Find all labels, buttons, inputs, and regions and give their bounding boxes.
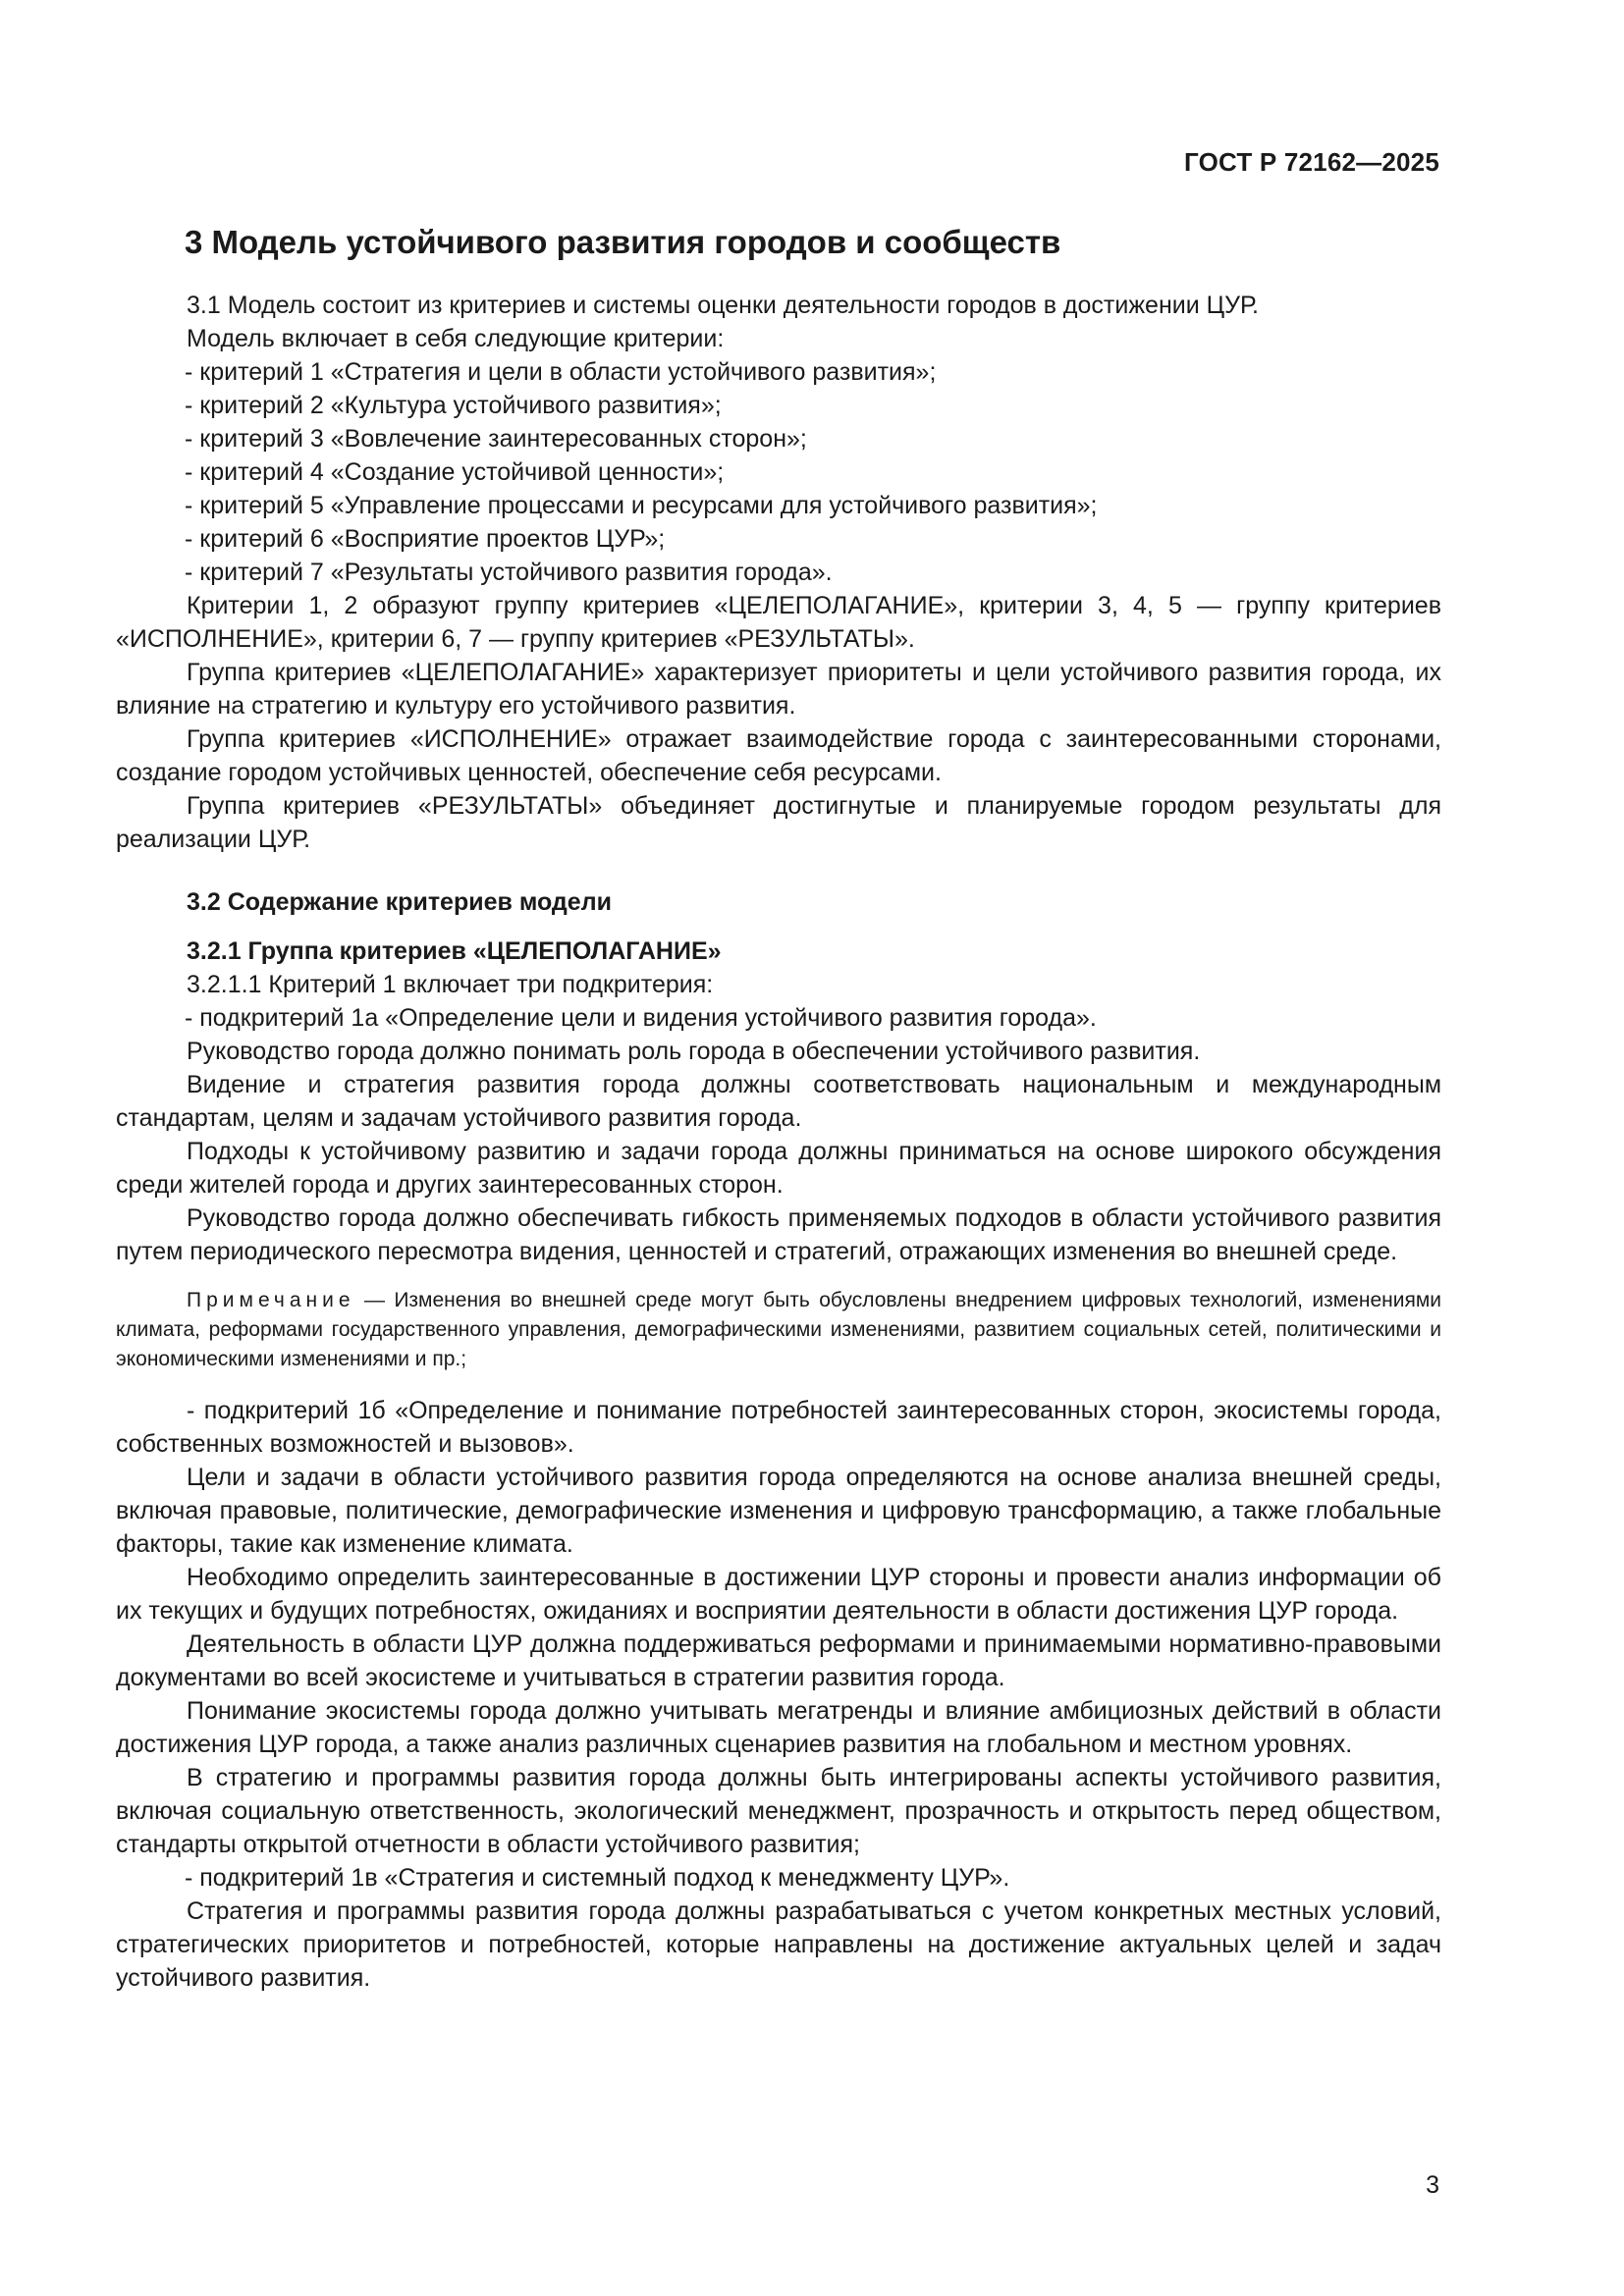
paragraph-approaches: Подходы к устойчивому развитию и задачи города должны приниматься на основе широкого обсуждения среди жителей города и других заинтересованных сторон. (116, 1138, 1441, 1199)
subsection-title-3-2-1: 3.2.1 Группа критериев «ЦЕЛЕПОЛАГАНИЕ» (187, 937, 722, 965)
paragraph-activity: Деятельность в области ЦУР должна поддерживаться реформами и принимаемыми нормативно-правовыми документами во всей экосистеме и учитываться в стратегии развития города. (116, 1630, 1441, 1691)
list-item: - критерий 6 «Восприятие проектов ЦУР»; (185, 525, 666, 553)
paragraph-stakeholders: Необходимо определить заинтересованные в достижении ЦУР стороны и провести анализ информации об их текущих и будущих потребностях, ожиданиях и восприятии деятельности в области достижения ЦУР города. (116, 1564, 1441, 1625)
list-item: - критерий 2 «Культура устойчивого развития»; (185, 392, 722, 419)
paragraph-group-results: Группа критериев «РЕЗУЛЬТАТЫ» объединяет достигнутые и планируемые городом результаты для реализации ЦУР. (116, 792, 1441, 853)
note-text: — Изменения во внешней среде могут быть обусловлены внедрением цифровых технологий, изменениями климата, реформами государственного управления, демографическими изменениями, развитием социальных сетей, политическими и экономическими изменениями и пр.; (116, 1289, 1442, 1370)
paragraph-groups: Критерии 1, 2 образуют группу критериев «ЦЕЛЕПОЛАГАНИЕ», критерии 3, 4, 5 — группу критериев «ИСПОЛНЕНИЕ», критерии 6, 7 — группу критериев «РЕЗУЛЬТАТЫ». (116, 592, 1441, 653)
note-label: Примечание (187, 1289, 355, 1311)
list-item: - критерий 5 «Управление процессами и ресурсами для устойчивого развития»; (185, 492, 1098, 519)
page-content (116, 224, 1441, 1995)
paragraph-vision: Видение и стратегия развития города должны соответствовать национальным и международным стандартам, целям и задачам устойчивого развития города. (116, 1071, 1441, 1132)
page-number: 3 (1426, 2171, 1439, 2199)
list-item: - критерий 1 «Стратегия и цели в области устойчивого развития»; (185, 358, 937, 386)
subcriterion-1b: - подкритерий 1б «Определение и понимание потребностей заинтересованных сторон, экосистемы города, собственных возможностей и вызовов». (116, 1397, 1441, 1458)
paragraph-model-includes: Модель включает в себя следующие критерии: (187, 325, 725, 352)
paragraph-integrate: В стратегию и программы развития города должны быть интегрированы аспекты устойчивого развития, включая социальную ответственность, экологический менеджмент, прозрачность и открытость перед обществом, стандарты открытой отчетности в области устойчивого развития; (116, 1764, 1441, 1858)
paragraph-ecosystem: Понимание экосистемы города должно учитывать мегатренды и влияние амбициозных действий в области достижения ЦУР города, а также анализ различных сценариев развития на глобальном и местном уровнях. (116, 1697, 1441, 1758)
paragraph-group-execution: Группа критериев «ИСПОЛНЕНИЕ» отражает взаимодействие города с заинтересованными сторонами, создание городом устойчивых ценностей, обеспечение себя ресурсами. (116, 725, 1441, 786)
list-item: - критерий 7 «Результаты устойчивого развития города». (185, 559, 833, 586)
subcriterion-1v: - подкритерий 1в «Стратегия и системный подход к менеджменту ЦУР». (185, 1864, 1010, 1892)
list-item: - критерий 3 «Вовлечение заинтересованных сторон»; (185, 425, 807, 453)
paragraph-group-goal: Группа критериев «ЦЕЛЕПОЛАГАНИЕ» характеризует приоритеты и цели устойчивого развития города, их влияние на стратегию и культуру его устойчивого развития. (116, 659, 1441, 720)
paragraph-goals: Цели и задачи в области устойчивого развития города определяются на основе анализа внешней среды, включая правовые, политические, демографические изменения и цифровую трансформацию, а также глобальные факторы, такие как изменение климата. (116, 1464, 1441, 1558)
criteria-list (116, 355, 1441, 589)
paragraph-flexibility: Руководство города должно обеспечивать гибкость применяемых подходов в области устойчивого развития путем периодического пересмотра видения, ценностей и стратегий, отражающих изменения во внешней среде. (116, 1204, 1441, 1265)
subsection-title-3-2: 3.2 Содержание критериев модели (187, 888, 612, 916)
subcriterion-1a: - подкритерий 1а «Определение цели и видения устойчивого развития города». (185, 1004, 1097, 1032)
document-code: ГОСТ Р 72162—2025 (1184, 147, 1439, 177)
section-title: 3 Модель устойчивого развития городов и сообществ (185, 224, 1061, 260)
paragraph-3-1: 3.1 Модель состоит из критериев и системы оценки деятельности городов в достижении ЦУР. (187, 292, 1259, 319)
note (116, 1286, 1441, 1374)
paragraph-leadership: Руководство города должно понимать роль города в обеспечении устойчивого развития. (187, 1038, 1201, 1065)
paragraph-strategy: Стратегия и программы развития города должны разрабатываться с учетом конкретных местных условий, стратегических приоритетов и потребностей, которые направлены на достижение актуальных целей и задач устойчивого развития. (116, 1897, 1441, 1992)
list-item: - критерий 4 «Создание устойчивой ценности»; (185, 458, 725, 486)
paragraph-3-2-1-1: 3.2.1.1 Критерий 1 включает три подкритерия: (187, 971, 714, 998)
